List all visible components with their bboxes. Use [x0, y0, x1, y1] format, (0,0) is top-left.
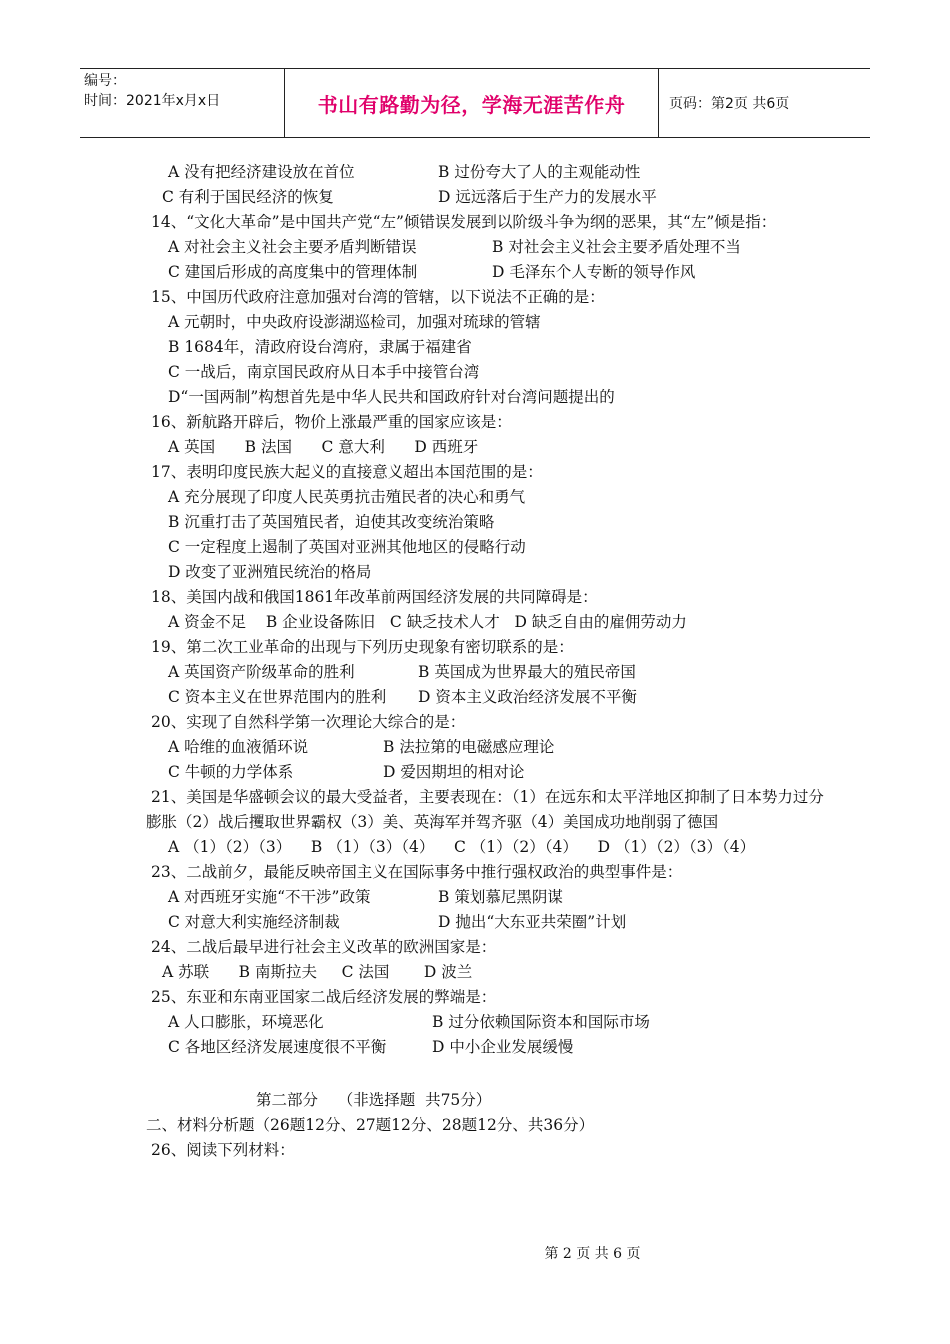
q21-options: A （1）（2）（3） B （1）（3）（4） C （1）（2）（4） D （1）（2）（3）（4） — [168, 838, 756, 856]
q13-option-c: C 有利于国民经济的恢复 — [162, 188, 334, 206]
page-header — [80, 68, 870, 138]
q18-options: A 资金不足 B 企业设备陈旧 C 缺乏技术人才 D 缺乏自由的雇佣劳动力 — [168, 613, 687, 631]
page-footer: 第 2 页 共 6 页 — [544, 1246, 641, 1262]
question-24: 24、二战后最早进行社会主义改革的欧洲国家是： — [151, 938, 497, 956]
q25-options-row2 — [146, 1035, 826, 1060]
q19-options-row2 — [146, 685, 826, 710]
q15-option-c: C 一战后，南京国民政府从日本手中接管台湾 — [168, 363, 480, 381]
q25-option-d: D 中小企业发展缓慢 — [432, 1038, 574, 1056]
q19-option-a: A 英国资产阶级革命的胜利 — [168, 663, 355, 681]
q14-option-d: D 毛泽东个人专断的领导作风 — [492, 263, 696, 281]
q24-options: A 苏联 B 南斯拉夫 C 法国 D 波兰 — [162, 963, 473, 981]
question-21: 21、美国是华盛顿会议的最大受益者，主要表现在：（1）在远东和太平洋地区抑制了日本势力过分膨胀（2）战后攫取世界霸权（3）美、英海军并驾齐驱（4）美国成功地削弱了德国 — [146, 788, 824, 831]
question-17: 17、表明印度民族大起义的直接意义超出本国范围的是： — [151, 463, 543, 481]
q20-option-a: A 哈维的血液循环说 — [168, 738, 309, 756]
q14-option-a: A 对社会主义社会主要矛盾判断错误 — [168, 238, 417, 256]
q19-option-b: B 英国成为世界最大的殖民帝国 — [418, 663, 636, 681]
q15-option-a: A 元朝时，中央政府设澎湖巡检司，加强对琉球的管辖 — [168, 313, 541, 331]
q19-option-d: D 资本主义政治经济发展不平衡 — [418, 688, 637, 706]
number-label: 编号： — [84, 73, 126, 89]
date-label: 时间：2021年x月x日 — [84, 93, 221, 109]
question-20: 20、实现了自然科学第一次理论大综合的是： — [151, 713, 466, 731]
document-body — [146, 160, 826, 1163]
q17-option-d: D 改变了亚洲殖民统治的格局 — [168, 563, 372, 581]
q14-option-b: B 对社会主义社会主要矛盾处理不当 — [492, 238, 741, 256]
q25-option-c: C 各地区经济发展速度很不平衡 — [168, 1038, 387, 1056]
q17-option-a: A 充分展现了印度人民英勇抗击殖民者的决心和勇气 — [168, 488, 526, 506]
question-14: 14、“文化大革命”是中国共产党“左”倾错误发展到以阶级斗争为纲的恶果，其“左”倾是指： — [151, 213, 777, 231]
header-motto: 书山有路勤为径，学海无涯苦作舟 — [285, 69, 659, 137]
q13-options-row1 — [146, 160, 826, 185]
question-16: 16、新航路开辟后，物价上涨最严重的国家应该是： — [151, 413, 512, 431]
q14-options-row1 — [146, 235, 826, 260]
q15-option-b: B 1684年，清政府设台湾府，隶属于福建省 — [168, 338, 472, 356]
q25-options-row1 — [146, 1010, 826, 1035]
q17-option-b: B 沉重打击了英国殖民者，迫使其改变统治策略 — [168, 513, 495, 531]
q20-option-d: D 爱因期坦的相对论 — [383, 763, 525, 781]
section-two-heading: 二、材料分析题（26题12分、27题12分、28题12分、共36分） — [146, 1116, 595, 1134]
q15-option-d: D“一国两制”构想首先是中华人民共和国政府针对台湾问题提出的 — [168, 388, 615, 406]
question-15: 15、中国历代政府注意加强对台湾的管辖，以下说法不正确的是： — [151, 288, 605, 306]
q19-options-row1 — [146, 660, 826, 685]
header-meta — [80, 69, 285, 137]
q23-option-c: C 对意大利实施经济制裁 — [168, 913, 340, 931]
q14-option-c: C 建国后形成的高度集中的管理体制 — [168, 263, 418, 281]
part-two-heading: 第二部分 （非选择题 共75分） — [256, 1091, 492, 1109]
q23-option-a: A 对西班牙实施“不干涉”政策 — [168, 888, 371, 906]
q23-option-b: B 策划慕尼黑阴谋 — [438, 888, 563, 906]
q23-options-row2 — [146, 910, 826, 935]
q17-option-c: C 一定程度上遏制了英国对亚洲其他地区的侵略行动 — [168, 538, 526, 556]
q25-option-b: B 过分依赖国际资本和国际市场 — [432, 1013, 650, 1031]
q19-option-c: C 资本主义在世界范围内的胜利 — [168, 688, 387, 706]
q20-option-b: B 法拉第的电磁感应理论 — [383, 738, 555, 756]
q20-options-row2 — [146, 760, 826, 785]
q23-options-row1 — [146, 885, 826, 910]
q14-options-row2 — [146, 260, 826, 285]
q13-option-b: B 过份夸大了人的主观能动性 — [438, 163, 641, 181]
question-25: 25、东亚和东南亚国家二战后经济发展的弊端是： — [151, 988, 497, 1006]
q13-options-row2 — [146, 185, 826, 210]
q20-option-c: C 牛顿的力学体系 — [168, 763, 294, 781]
q13-option-a: A 没有把经济建设放在首位 — [168, 163, 355, 181]
question-19: 19、第二次工业革命的出现与下列历史现象有密切联系的是： — [151, 638, 574, 656]
q13-option-d: D 远远落后于生产力的发展水平 — [438, 188, 657, 206]
spacer — [146, 1060, 826, 1088]
question-18: 18、美国内战和俄国1861年改革前两国经济发展的共同障碍是： — [151, 588, 598, 606]
question-26: 26、阅读下列材料： — [151, 1141, 295, 1159]
question-23: 23、二战前夕，最能反映帝国主义在国际事务中推行强权政治的典型事件是： — [151, 863, 683, 881]
q20-options-row1 — [146, 735, 826, 760]
q16-options: A 英国 B 法国 C 意大利 D 西班牙 — [168, 438, 479, 456]
q25-option-a: A 人口膨胀，环境恶化 — [168, 1013, 324, 1031]
q23-option-d: D 抛出“大东亚共荣圈”计划 — [438, 913, 627, 931]
header-page-label: 页码：第2页 共6页 — [669, 96, 790, 112]
